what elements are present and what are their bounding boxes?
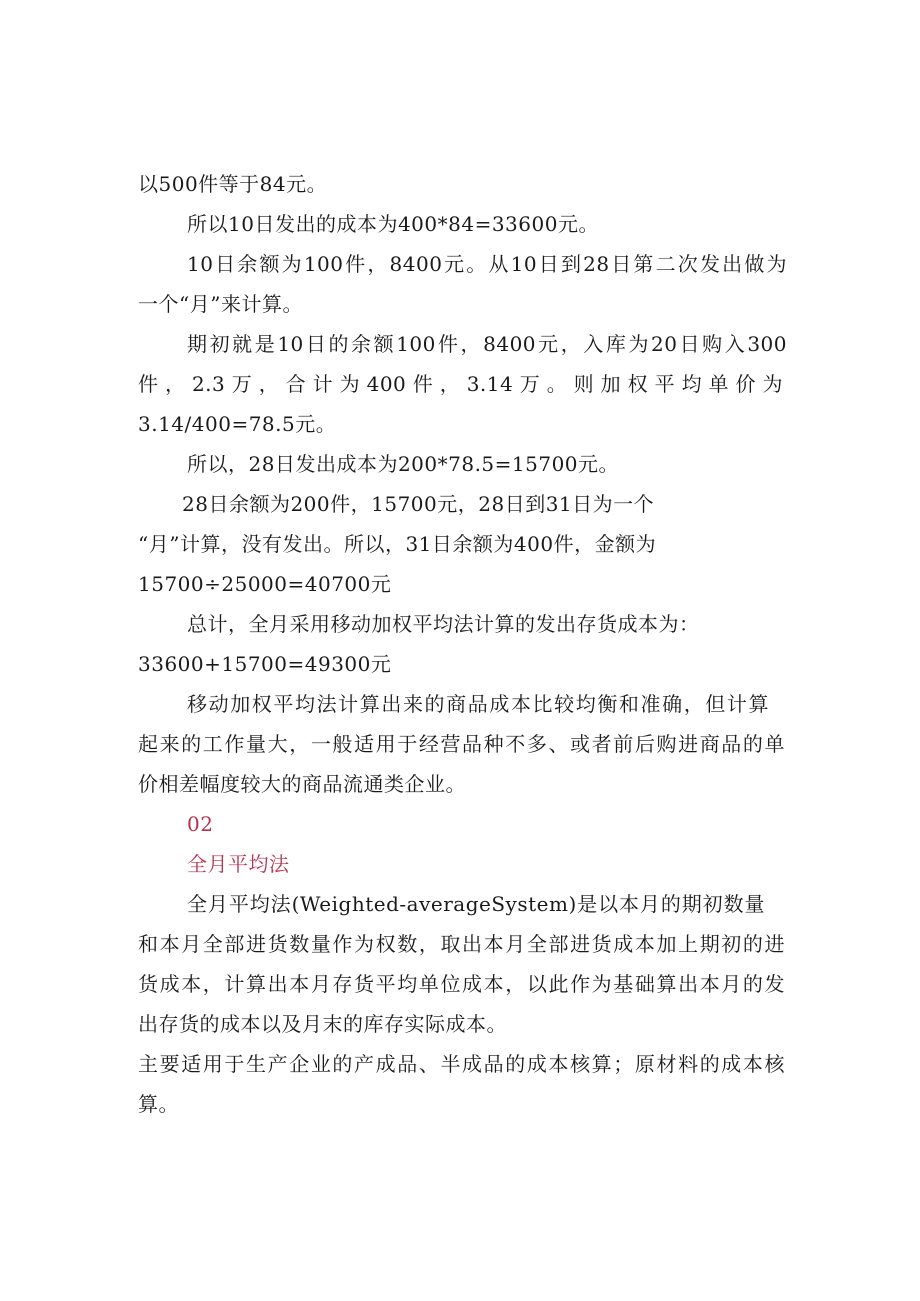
- text-line: 所以10日发出的成本为400*84=33600元。: [187, 212, 599, 236]
- text-line: 起来的工作量大，一般适用于经营品种不多、或者前后购进商品的单: [138, 732, 785, 756]
- text-line: 所以，28日发出成本为200*78.5=15700元。: [187, 452, 620, 476]
- text-line: 货成本，计算出本月存货平均单位成本，以此作为基础算出本月的发: [138, 972, 785, 996]
- text-line: 15700÷25000=40700元: [138, 572, 392, 596]
- text-line: 期初就是10日的余额100件，8400元，入库为20日购入300: [187, 332, 787, 356]
- section-number: 02: [187, 812, 214, 836]
- text-line: 算。: [138, 1092, 179, 1116]
- text-line: 出存货的成本以及月末的库存实际成本。: [138, 1012, 507, 1036]
- text-line: 10日余额为100件，8400元。从10日到28日第二次发出做为: [187, 252, 787, 276]
- text-line: 33600+15700=49300元: [138, 652, 392, 676]
- text-line: 一个“月”来计算。: [138, 292, 303, 316]
- text-line: 全月平均法(Weighted-averageSystem)是以本月的期初数量: [187, 892, 765, 916]
- text-line: 主要适用于生产企业的产成品、半成品的成本核算；原材料的成本核: [138, 1052, 785, 1076]
- text-line: 以500件等于84元。: [138, 172, 328, 196]
- text-line: “月”计算，没有发出。所以，31日余额为400件，金额为: [138, 532, 657, 556]
- text-line: 和本月全部进货数量作为权数，取出本月全部进货成本加上期初的进: [138, 932, 785, 956]
- section-title: 全月平均法: [187, 852, 290, 876]
- text-line: 移动加权平均法计算出来的商品成本比较均衡和准确，但计算: [187, 692, 769, 716]
- text-line: 28日余额为200件，15700元，28日到31日为一个: [182, 492, 655, 516]
- text-line: 3.14/400=78.5元。: [138, 412, 337, 436]
- text-line: 总计，全月采用移动加权平均法计算的发出存货成本为：: [187, 612, 700, 636]
- text-line: 价相差幅度较大的商品流通类企业。: [138, 772, 466, 796]
- text-line: 件，2.3万，合计为400件，3.14万。则加权平均单价为: [138, 372, 783, 396]
